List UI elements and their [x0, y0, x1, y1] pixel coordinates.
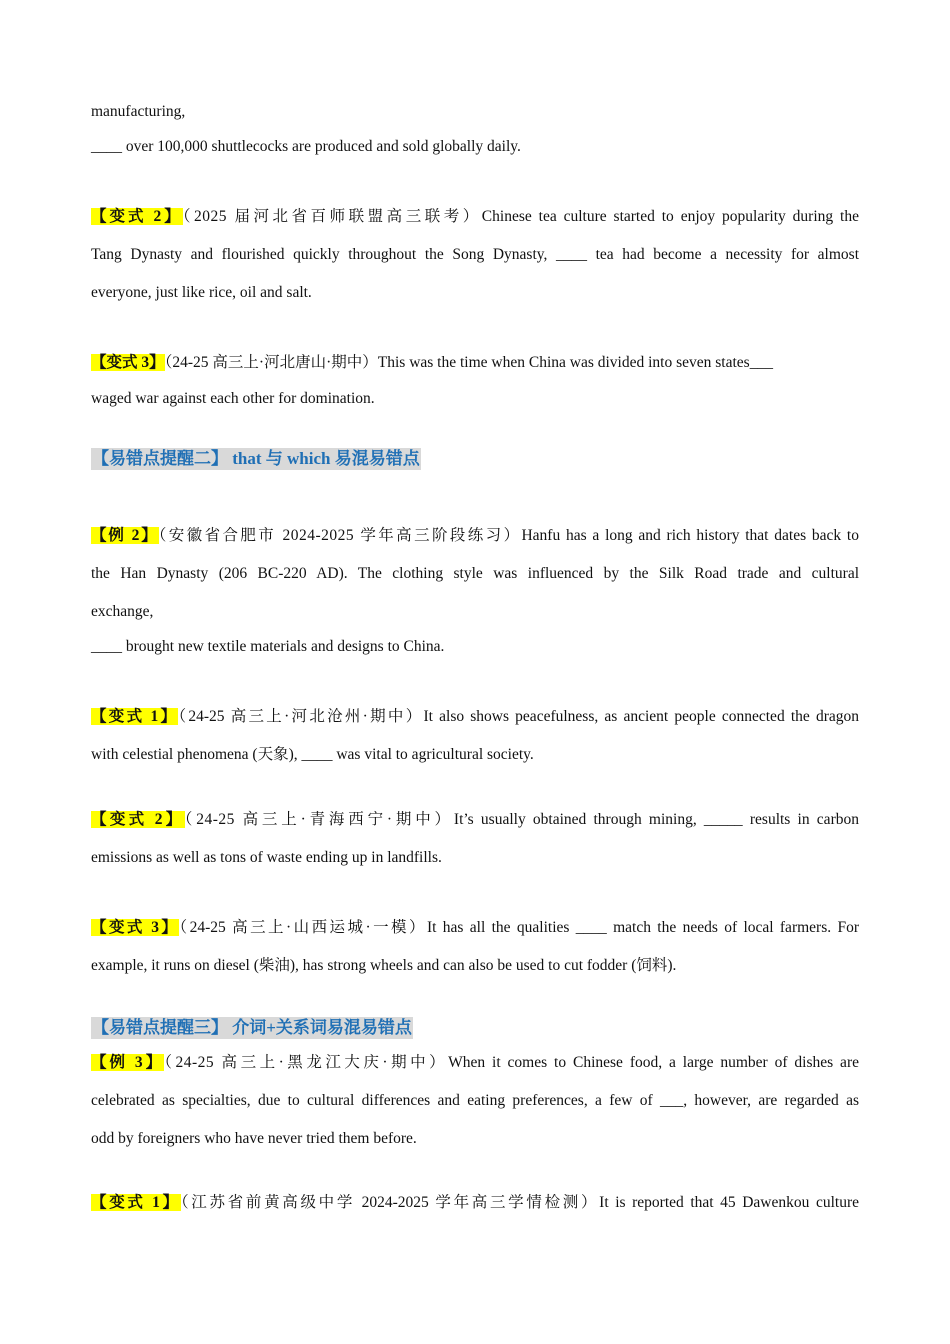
text-line: with celestial phenomena (天象), ____ was vital to agricultural society.	[91, 746, 534, 763]
question-variant-2a	[91, 207, 859, 227]
question-source: （24-25 高三上·河北沧州·期中）	[178, 708, 424, 725]
question-text: It is reported that 45 Dawenkou culture	[599, 1194, 859, 1211]
text-line: emissions as well as tons of waste ending up in landfills.	[91, 849, 442, 866]
question-text: It has all the qualities ____ match the needs of local farmers. For	[426, 919, 859, 936]
example-3	[91, 1053, 859, 1073]
variant-tag: 【变式 3】	[91, 354, 165, 371]
example-2	[91, 526, 859, 546]
variant-tag: 【变式 1】	[91, 708, 179, 725]
question-source: （江苏省前黄高级中学 2024-2025 学年高三学情检测）	[180, 1194, 600, 1211]
text-line: waged war against each other for domination.	[91, 390, 375, 407]
question-source: （24-25 高三上·黑龙江大庆·期中）	[164, 1054, 449, 1071]
example-tag: 【例 2】	[91, 527, 159, 544]
question-text: This was the time when China was divided into seven states___	[377, 354, 773, 371]
variant-tag: 【变式 1】	[91, 1194, 181, 1211]
question-text: It’s usually obtained through mining, _____ results in carbon	[453, 811, 859, 828]
question-variant-3b	[91, 918, 859, 938]
question-variant-2b	[91, 810, 859, 830]
question-variant-3a	[91, 353, 773, 373]
text-line: everyone, just like rice, oil and salt.	[91, 284, 312, 301]
question-text: When it comes to Chinese food, a large number of dishes are	[448, 1054, 859, 1071]
variant-tag: 【变式 2】	[91, 811, 185, 828]
question-source: （24-25 高三上·山西运城·一模）	[179, 919, 427, 936]
question-source: （24-25 高三上·青海西宁·期中）	[184, 811, 454, 828]
text-line: example, it runs on diesel (柴油), has strong wheels and can also be used to cut fodder (饲料).	[91, 957, 677, 974]
text-line: manufacturing,	[91, 103, 186, 120]
section-heading-2: 【易错点提醒二】 that 与 which 易混易错点	[92, 449, 420, 468]
text-line: the Han Dynasty (206 BC-220 AD). The clothing style was influenced by the Silk Road trade and cultural	[91, 565, 859, 582]
question-text: It also shows peacefulness, as ancient people connected the dragon	[423, 708, 859, 725]
question-text: Chinese tea culture started to enjoy popularity during the	[481, 208, 859, 225]
text-line: odd by foreigners who have never tried them before.	[91, 1130, 417, 1147]
example-tag: 【例 3】	[91, 1054, 165, 1071]
question-source: （24-25 高三上·河北唐山·期中）	[164, 354, 378, 371]
text-line: ____ over 100,000 shuttlecocks are produced and sold globally daily.	[91, 138, 521, 155]
variant-tag: 【变式 2】	[91, 208, 183, 225]
text-line: celebrated as specialties, due to cultural differences and eating preferences, a few of ___, however, are regarded as	[91, 1092, 859, 1109]
text-line: Tang Dynasty and flourished quickly throughout the Song Dynasty, ____ tea had become a necessity for almost	[91, 246, 859, 263]
question-variant-1c	[91, 1193, 859, 1213]
variant-tag: 【变式 3】	[91, 919, 180, 936]
section-heading-3: 【易错点提醒三】 介词+关系词易混易错点	[92, 1018, 412, 1037]
question-source: （安徽省合肥市 2024-2025 学年高三阶段练习）	[158, 527, 522, 544]
text-line: ____ brought new textile materials and designs to China.	[91, 638, 445, 655]
question-variant-1b	[91, 707, 859, 727]
question-source: （2025 届河北省百师联盟高三联考）	[182, 208, 482, 225]
question-text: Hanfu has a long and rich history that dates back to	[521, 527, 859, 544]
text-line: exchange,	[91, 603, 154, 620]
